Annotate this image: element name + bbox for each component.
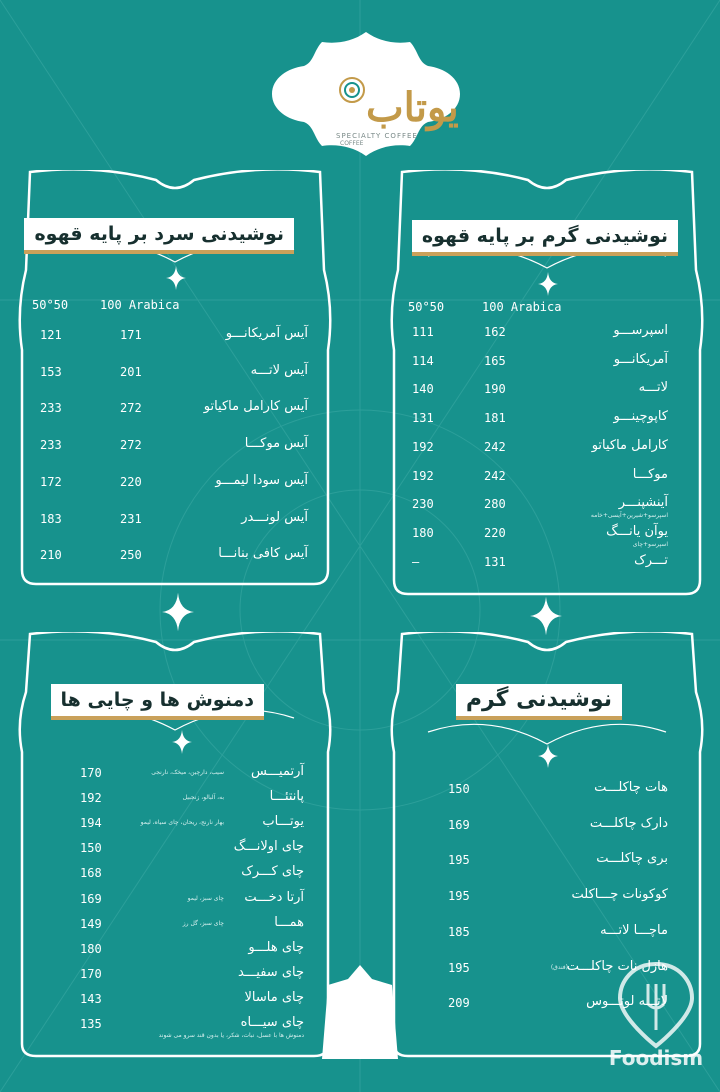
tea-item-price: 169 [80, 891, 102, 906]
hot-coffee-price-blend: 114 [412, 353, 434, 368]
tea-item-note: سیب، دارچین، میخک، نارنجی [151, 769, 224, 776]
hot-coffee-item-row [388, 409, 706, 433]
hot-item-price: 195 [448, 853, 470, 868]
hot-coffee-price-arabica: 242 [484, 439, 506, 454]
tea-item-name: چای هلـــو [248, 939, 304, 955]
hot-coffee-panel [388, 170, 706, 600]
tea-item-name: چای کـــرک [241, 864, 304, 880]
cold-price-arabica: 171 [120, 328, 142, 342]
tea-item-price: 170 [80, 766, 102, 780]
teas-panel [16, 632, 334, 1060]
cold-item-row [16, 510, 334, 534]
cold-price-arabica: 272 [120, 438, 142, 453]
tea-item-row [16, 864, 334, 888]
hot-coffee-item-name: موکـــا [632, 466, 668, 482]
hot-item-row [388, 816, 706, 840]
hot-coffee-col-a-header: 100 Arabica [482, 300, 562, 314]
hot-item-name: کوکونات چـــاکلت [571, 887, 668, 903]
cold-col-a-header: 100 Arabica [100, 298, 180, 312]
tea-item-note: بهار نارنج، ریحان، چای سیاه، لیمو [140, 819, 224, 827]
hot-item-price: 209 [448, 996, 470, 1011]
cold-item-row [16, 546, 334, 570]
logo-subtitle: SPECIALTY COFFEE [336, 132, 418, 140]
cold-price-arabica: 220 [120, 474, 142, 489]
hot-coffee-price-arabica: 162 [484, 325, 506, 339]
sparkle-icon [538, 744, 558, 768]
cold-item-row [16, 326, 334, 350]
cold-price-blend: 210 [40, 548, 62, 563]
hot-coffee-price-arabica: 181 [484, 411, 506, 426]
hot-coffee-item-row [388, 467, 706, 491]
sparkle-icon [172, 730, 192, 754]
tea-item-price: 170 [80, 966, 102, 981]
hot-item-price: 150 [448, 782, 470, 796]
hot-coffee-item-name: لاتـــه [638, 380, 668, 396]
cold-price-blend: 121 [40, 328, 62, 342]
hot-coffee-item-note: اسپرسو+شیرین+آیسی+خامه [590, 512, 668, 520]
tea-item-row [16, 990, 334, 1014]
cold-price-blend: 172 [40, 474, 62, 489]
cold-price-blend: 183 [40, 511, 62, 526]
hot-coffee-item-name: کارامل ماکیاتو [591, 437, 668, 453]
sparkle-icon [530, 596, 562, 636]
tea-item-price: 168 [80, 866, 102, 881]
logo-subtitle-2: COFFEE [340, 140, 364, 147]
hot-coffee-price-arabica: 220 [484, 525, 506, 540]
hot-item-note: (فندق) [550, 963, 568, 971]
hot-coffee-item-row [388, 352, 706, 376]
hot-coffee-price-blend: – [412, 554, 420, 569]
hot-item-name: دارک چاکلـــت [589, 815, 668, 831]
cold-price-blend: 233 [40, 401, 62, 416]
hot-coffee-item-row [388, 524, 706, 548]
tea-item-price: 194 [80, 816, 102, 831]
watermark-text: Foodism [608, 1046, 704, 1070]
cold-coffee-panel [16, 170, 334, 590]
hot-coffee-item-name: تـــرک [634, 552, 668, 568]
hot-item-name: بری چاکلـــت [596, 851, 668, 867]
tea-item-row [16, 789, 334, 813]
tea-item-name: یوتـــاب [262, 814, 304, 830]
hot-coffee-price-arabica: 190 [484, 382, 506, 397]
hot-item-row [388, 887, 706, 911]
hot-drinks-title: نوشیدنی گرم [456, 684, 622, 716]
teas-footnote: دمنوش ها با عسل، نبات، شکر، یا بدون قند سرو می شوند [158, 1032, 304, 1039]
cold-price-blend: 233 [40, 438, 62, 453]
logo-wordmark: یوتاب [366, 84, 459, 131]
cold-col-b-header: 50°50 [32, 298, 69, 312]
hot-coffee-item-row [388, 495, 706, 519]
cold-item-name: آیس موکـــا [244, 436, 308, 452]
cold-price-blend: 153 [40, 364, 62, 379]
cold-item-name: آیس لاتـــه [250, 362, 308, 378]
tea-item-price: 180 [80, 941, 102, 956]
tea-item-row [16, 764, 334, 788]
cold-price-arabica: 201 [120, 364, 142, 379]
cold-item-name: آیس لونـــدر [241, 509, 308, 525]
hot-coffee-price-blend: 192 [412, 439, 434, 454]
hot-item-name: لاتـــه لوتـــوس [586, 994, 668, 1010]
hot-item-name: هازل نات چاکلـــت [566, 958, 668, 974]
tea-item-price: 135 [80, 1017, 102, 1031]
watermark-logo-icon [602, 960, 710, 1050]
hot-item-row [388, 851, 706, 875]
foodism-watermark [602, 960, 710, 1080]
hot-coffee-item-note: اسپرسو+چای [632, 540, 668, 548]
hot-coffee-item-name: اسپرســـو [613, 323, 668, 338]
tea-item-note: چای سبز، لیمو [187, 894, 224, 902]
sparkle-icon [162, 592, 194, 632]
cold-item-row [16, 473, 334, 497]
hot-coffee-item-row [388, 380, 706, 404]
hot-coffee-price-arabica: 131 [484, 554, 506, 569]
tea-item-price: 150 [80, 841, 102, 856]
hot-coffee-col-b-header: 50°50 [408, 300, 445, 314]
hot-coffee-item-row [388, 553, 706, 577]
cold-item-row [16, 399, 334, 423]
hot-coffee-price-blend: 140 [412, 382, 434, 397]
hot-item-price: 195 [448, 889, 470, 904]
tea-item-name: چای ماسالا [244, 989, 304, 1005]
tea-item-price: 143 [80, 991, 102, 1006]
tea-item-name: آرتمیـــس [251, 764, 304, 779]
cold-price-arabica: 250 [120, 548, 142, 563]
hot-item-price: 195 [448, 960, 470, 975]
tea-item-price: 192 [80, 791, 102, 806]
brand-logo [268, 28, 464, 158]
tea-item-note: به، آلبالو، زنجبیل [182, 794, 224, 802]
tea-item-name: چای اولانـــگ [233, 839, 304, 855]
cold-coffee-title: نوشیدنی سرد بر پایه قهوه [24, 218, 294, 250]
cold-item-name: آیس کارامل ماکیاتو [203, 399, 308, 415]
hot-coffee-price-arabica: 165 [484, 353, 506, 368]
hot-coffee-price-blend: 192 [412, 468, 434, 483]
tea-item-note: چای سبز، گل رز [182, 919, 224, 927]
tea-item-name: آرتا دخـــت [244, 889, 304, 905]
hot-coffee-item-name: آمریکانـــو [613, 351, 668, 367]
tea-item-row [16, 915, 334, 939]
cold-item-name: آیس کافی بنانـــا [218, 546, 308, 562]
tea-item-row [16, 814, 334, 838]
hot-coffee-item-name: آینشپنـــر [618, 495, 668, 511]
hot-coffee-price-blend: 230 [412, 497, 434, 512]
cold-item-name: آیس سودا لیمـــو [215, 472, 308, 488]
cold-price-arabica: 272 [120, 401, 142, 416]
tea-item-name: پانتئـــا [269, 789, 304, 805]
hot-item-name: هات چاکلـــت [594, 780, 668, 795]
hot-coffee-price-blend: 180 [412, 525, 434, 540]
cold-price-arabica: 231 [120, 511, 142, 526]
cold-item-name: آیس آمریکانـــو [225, 326, 308, 341]
tea-item-name: همـــا [274, 914, 304, 930]
hot-coffee-title: نوشیدنی گرم بر پایه قهوه [412, 220, 678, 252]
sparkle-icon [166, 266, 186, 290]
sparkle-icon [538, 272, 558, 296]
hot-coffee-price-blend: 131 [412, 411, 434, 426]
hot-item-price: 185 [448, 924, 470, 939]
tea-item-row [16, 839, 334, 863]
cold-item-row [16, 436, 334, 460]
hot-coffee-price-arabica: 242 [484, 468, 506, 483]
hot-item-row [388, 923, 706, 947]
teas-title: دمنوش ها و چایی ها [51, 684, 264, 716]
tea-item-price: 149 [80, 916, 102, 931]
tea-item-row [16, 940, 334, 964]
tea-item-row [16, 965, 334, 989]
tea-item-name: چای سفیـــد [238, 964, 304, 980]
hot-coffee-price-arabica: 280 [484, 497, 506, 512]
arch-decoration [322, 965, 398, 1059]
hot-item-name: ماچـــا لاتـــه [600, 922, 668, 938]
hot-item-price: 169 [448, 817, 470, 832]
hot-coffee-item-row [388, 438, 706, 462]
hot-item-row [388, 780, 706, 804]
hot-coffee-item-name: یوآن یانـــگ [606, 523, 668, 539]
hot-coffee-item-row [388, 323, 706, 347]
hot-coffee-price-blend: 111 [412, 325, 434, 339]
hot-coffee-item-name: کاپوچینـــو [613, 409, 668, 425]
tea-item-row [16, 890, 334, 914]
tea-item-name: چای سیـــاه [240, 1015, 304, 1030]
cold-item-row [16, 363, 334, 387]
